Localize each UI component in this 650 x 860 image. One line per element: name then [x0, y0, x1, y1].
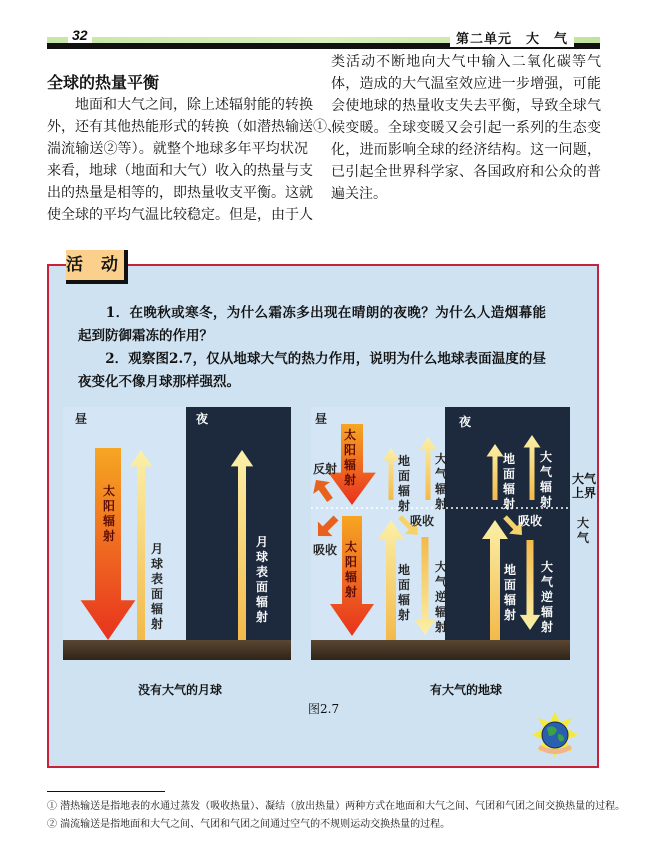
body-line: 地面和大气之间，除上述辐射能的转换 [47, 97, 313, 113]
solar-bottom-label: 太阳辐射 [344, 540, 357, 599]
body-line: 体，造成的大气温室效应进一步增强，可能 [331, 76, 601, 92]
earth-caption: 有大气的地球 [430, 683, 503, 697]
night-ground-small-label: 地面辐射 [502, 452, 515, 511]
solar-top-label: 太阳辐射 [343, 428, 356, 487]
absorb-day-label: 吸收 [410, 514, 435, 528]
ground-big-label: 地面辐射 [397, 563, 410, 622]
body-line: 湍流输送②等）。就整个地球多年平均状况 [47, 141, 308, 157]
body-line: 化，进而影响全球的经济结构。这一问题， [331, 142, 601, 158]
page-number: 32 [68, 27, 92, 43]
absorb-night-label: 吸收 [518, 514, 543, 528]
moon-day-label: 昼 [75, 412, 88, 426]
body-line: 使全球的平均气温比较稳定。但是，由于人 [47, 207, 313, 223]
body-line: 已引起全世界科学家、各国政府和公众的普 [331, 164, 601, 180]
question-1-cont: 起到防御霜冻的作用？ [78, 328, 213, 344]
ground-small-label: 地面辐射 [397, 454, 410, 513]
counter-radiation-label: 大气逆辐射 [434, 560, 447, 634]
moon-surface-night-label: 月球表面辐射 [255, 535, 268, 624]
moon-night-label: 夜 [196, 412, 209, 426]
footnote-rule [47, 791, 165, 792]
top-of-atmosphere-label: 大气上界 [571, 472, 596, 500]
body-line: 会使地球的热量收支失去平衡，导致全球气 [331, 98, 601, 114]
moon-surface-day-label: 月球表面辐射 [150, 542, 163, 631]
moon-ground [63, 640, 291, 660]
body-line: 类活动不断地向大气中输入二氧化碳等气 [331, 54, 601, 70]
night-atm-small-label: 大气辐射 [539, 450, 552, 509]
unit-title: 第二单元 大 气 [450, 28, 574, 47]
question-1: 1．在晚秋或寒冬，为什么霜冻多出现在晴朗的夜晚？为什么人造烟幕能 [78, 305, 546, 321]
activity-tag: 活 动 [66, 250, 128, 284]
moon-solar-label: 太阳辐射 [102, 484, 115, 543]
reflect-label: 反射 [313, 462, 338, 476]
atmosphere-label: 大气 [576, 516, 589, 545]
night-counter-label: 大气逆辐射 [540, 560, 553, 634]
body-line: 出的热量是相等的，即热量收支平衡。这就 [47, 185, 313, 201]
night-ground-big-label: 地面辐射 [503, 563, 516, 622]
body-line: 外，还有其他热能形式的转换（如潜热输送①、 [47, 119, 341, 135]
globe-icon [532, 712, 578, 758]
absorb-left-label: 吸收 [313, 543, 338, 557]
footnote-2: ② 湍流输送是指地面和大气之间、气团和气团之间通过空气的不规则运动交换热量的过程。 [47, 819, 451, 830]
question-2-cont: 夜变化不像月球那样强烈。 [78, 374, 240, 390]
earth-night-label: 夜 [459, 415, 472, 429]
question-2: 2．观察图2.7，仅从地球大气的热力作用，说明为什么地球表面温度的昼 [78, 351, 546, 367]
figure-label: 图2.7 [308, 702, 340, 716]
moon-caption: 没有大气的月球 [138, 683, 223, 697]
earth-ground [311, 640, 570, 660]
footnote-1: ① 潜热输送是指地表的水通过蒸发（吸收热量）、凝结（放出热量）两种方式在地面和大气之间、气团和气团之间交换热量的过程。 [47, 801, 626, 812]
body-line: 候变暖。全球变暖又会引起一系列的生态变 [331, 120, 601, 136]
atm-small-label: 大气辐射 [434, 452, 447, 511]
body-line: 来看，地球（地面和大气）收入的热量与支 [47, 163, 313, 179]
earth-day-label: 昼 [315, 412, 328, 426]
section-heading: 全球的热量平衡 [47, 73, 160, 92]
body-line: 遍关注。 [331, 186, 387, 202]
